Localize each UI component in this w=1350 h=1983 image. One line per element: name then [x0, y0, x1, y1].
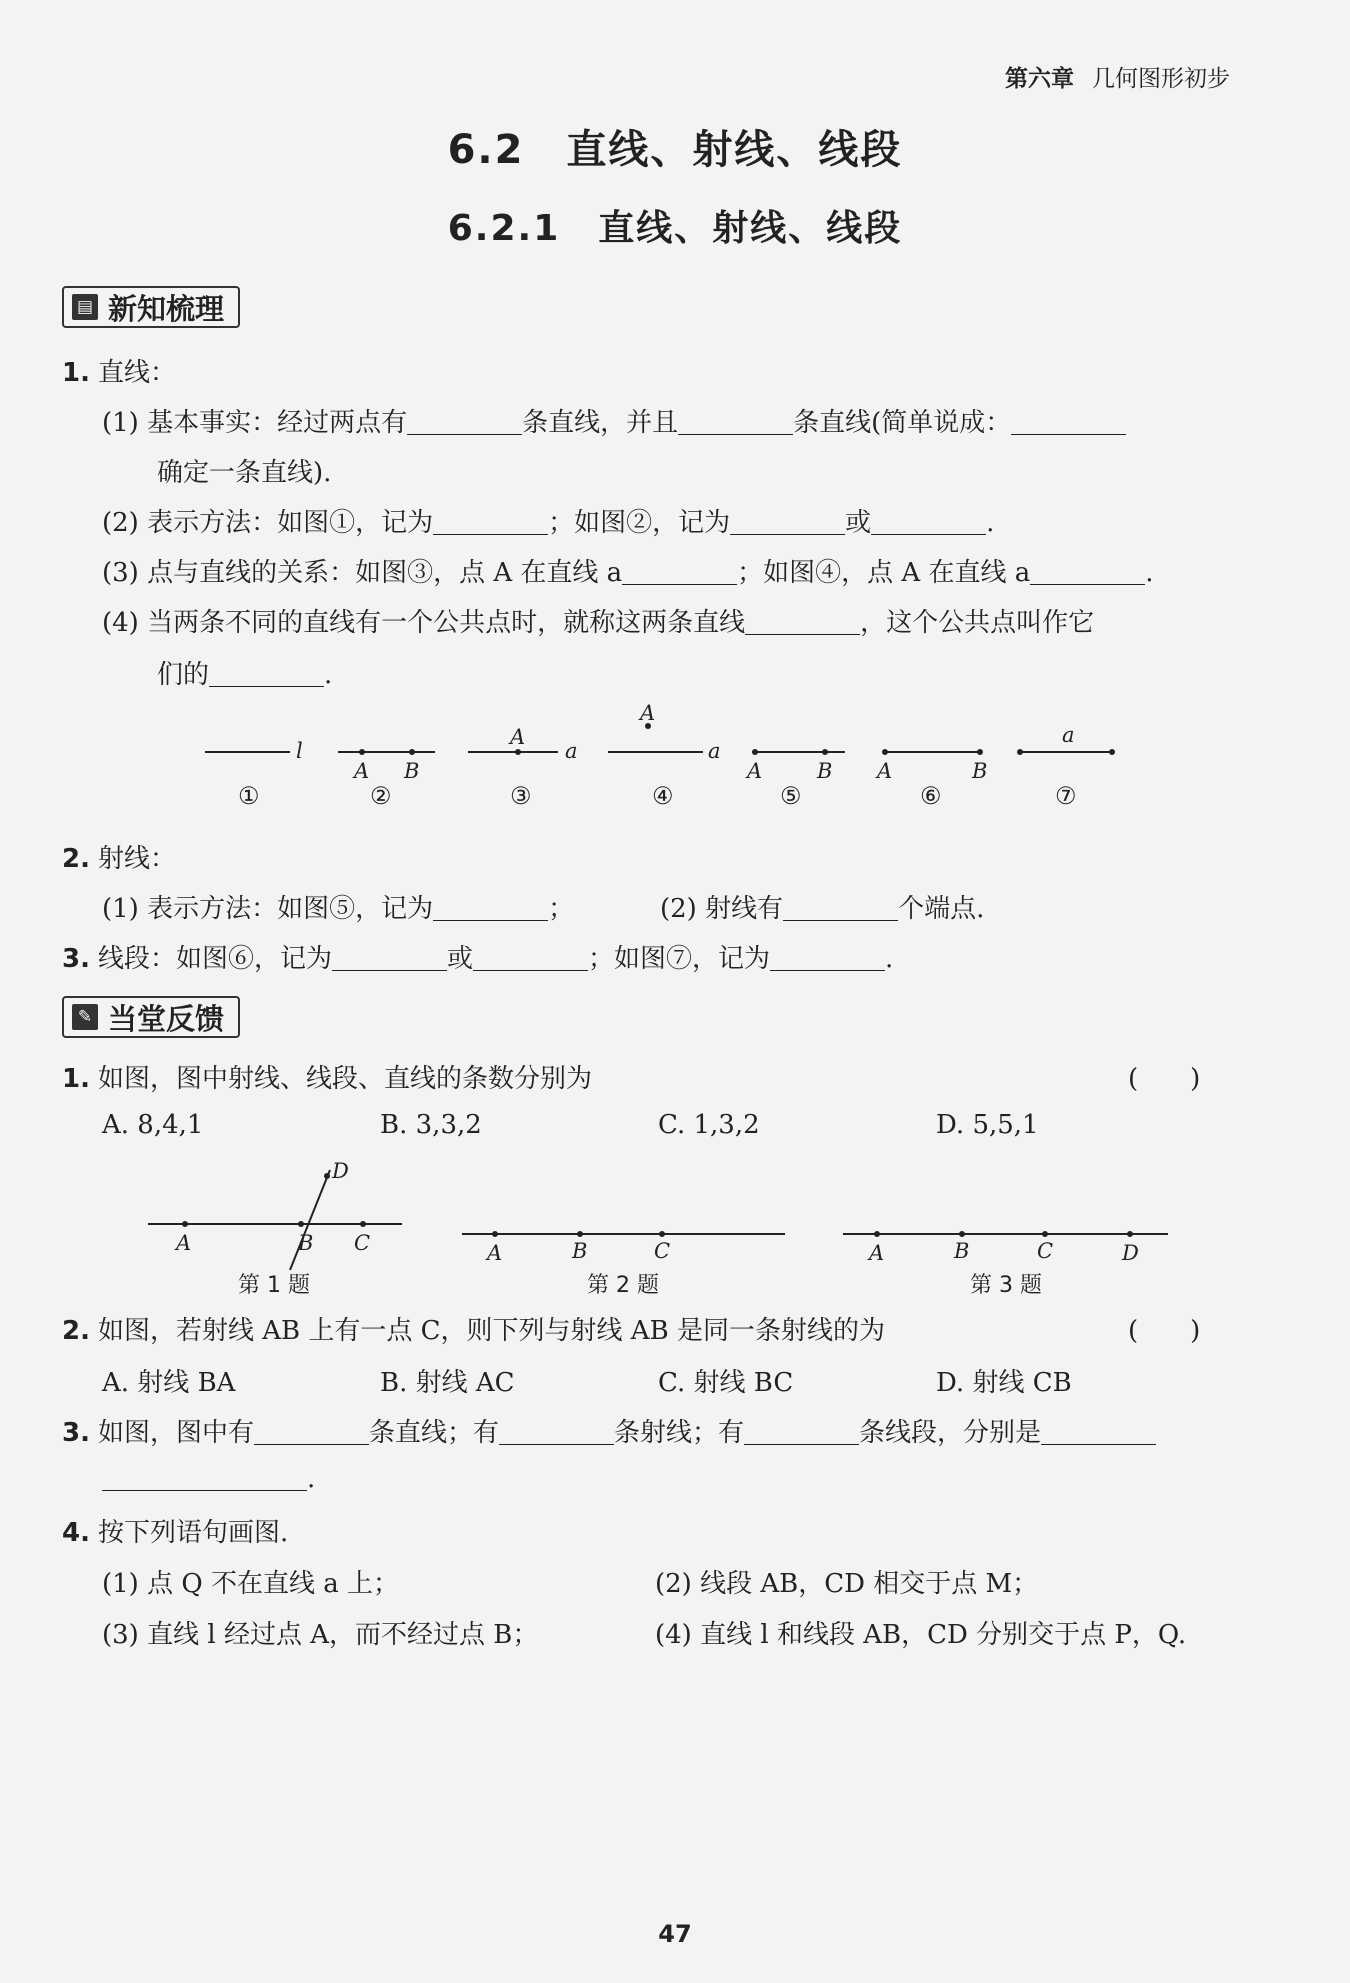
svg-text:B: B: [298, 1231, 314, 1255]
answer-blank[interactable]: [433, 896, 548, 921]
text: 或: [446, 944, 473, 974]
q2-item1: [102, 888, 574, 925]
text: (2) 表示方法：如图①，记为: [102, 508, 434, 538]
fig-label-4: ④: [652, 782, 674, 810]
chapter-title: 几何图形初步: [1092, 66, 1230, 92]
caption-q1: 第 1 题: [238, 1273, 310, 1298]
text: (2) 射线有: [660, 894, 784, 924]
text: 们的: [157, 660, 210, 690]
figure-3: [468, 725, 578, 763]
q2-text: 射线：: [97, 844, 176, 874]
caption-q3: 第 3 题: [970, 1273, 1042, 1298]
q1-item1: [102, 402, 1126, 439]
q2-number: 2.: [62, 844, 90, 874]
text: .: [307, 1464, 316, 1494]
fb1-option-a[interactable]: A. 8,4,1: [102, 1110, 204, 1140]
fb2-number: 2.: [62, 1316, 90, 1346]
fb2-option-c[interactable]: C. 射线 BC: [658, 1368, 794, 1398]
fb2-option-b[interactable]: B. 射线 AC: [380, 1368, 515, 1398]
fig-label-7: ⑦: [1055, 782, 1077, 810]
svg-text:a: a: [708, 739, 721, 763]
text: ；如图④，点 A 在直线 a: [737, 558, 1031, 588]
svg-text:B: B: [404, 759, 420, 783]
svg-text:A: A: [487, 1241, 503, 1265]
text: 或: [845, 508, 872, 538]
figure-1: [205, 739, 303, 763]
section-label: 当堂反馈: [108, 1001, 225, 1036]
svg-text:A: A: [747, 759, 763, 783]
answer-blank[interactable]: [871, 510, 986, 535]
caption-q2: 第 2 题: [587, 1273, 659, 1298]
fb1-answer-paren[interactable]: ( ): [1128, 1064, 1201, 1094]
answer-blank[interactable]: [102, 1466, 307, 1491]
subsection-title: 6.2.1 直线、射线、线段: [447, 208, 903, 249]
answer-blank[interactable]: [473, 946, 588, 971]
answer-blank[interactable]: [1011, 410, 1126, 435]
section-header-feedback: [62, 996, 240, 1038]
figure-7: [1017, 723, 1115, 755]
fb3-cont: [102, 1464, 315, 1494]
text: .: [986, 508, 995, 538]
answer-blank[interactable]: [332, 946, 447, 971]
fb4-question: [62, 1512, 288, 1549]
fb1-option-c[interactable]: C. 1,3,2: [658, 1110, 760, 1140]
svg-text:A: A: [354, 759, 370, 783]
answer-blank[interactable]: [744, 1420, 859, 1445]
svg-text:a: a: [1062, 723, 1075, 747]
q1-item4: [102, 602, 1094, 639]
text: 条直线；有: [368, 1418, 499, 1448]
text: 条射线；有: [614, 1418, 745, 1448]
fig-label-3: ③: [510, 782, 532, 810]
fig-q3: [843, 1231, 1168, 1265]
answer-blank[interactable]: [209, 662, 324, 687]
fig-label-2: ②: [370, 782, 392, 810]
chapter-header: [1005, 60, 1230, 93]
svg-text:A: A: [877, 759, 893, 783]
book-icon: ▤: [72, 294, 98, 320]
text: (1) 表示方法：如图⑤，记为: [102, 894, 434, 924]
answer-blank[interactable]: [622, 560, 737, 585]
q3-number: 3.: [62, 944, 90, 974]
text: .: [1145, 558, 1154, 588]
fb3-number: 3.: [62, 1418, 90, 1448]
fig-q1: [148, 1159, 402, 1270]
svg-text:A: A: [176, 1231, 192, 1255]
text: 条线段，分别是: [859, 1418, 1042, 1448]
fb4-item2: (2) 线段 AB，CD 相交于点 M；: [655, 1569, 1039, 1599]
text: ；: [548, 894, 575, 924]
answer-blank[interactable]: [407, 410, 522, 435]
fb2-answer-paren[interactable]: ( ): [1128, 1316, 1201, 1346]
svg-text:B: B: [572, 1239, 588, 1263]
text: ；如图⑦，记为: [588, 944, 771, 974]
text: (3) 点与直线的关系：如图③，点 A 在直线 a: [102, 558, 623, 588]
fb1-option-b[interactable]: B. 3,3,2: [380, 1110, 482, 1140]
q1-item3: [102, 552, 1154, 589]
svg-text:A: A: [640, 701, 656, 725]
svg-text:A: A: [510, 725, 526, 749]
svg-text:A: A: [869, 1241, 885, 1265]
fb1-number: 1.: [62, 1064, 90, 1094]
answer-blank[interactable]: [745, 610, 860, 635]
fb1-option-d[interactable]: D. 5,5,1: [936, 1110, 1039, 1140]
fig-label-5: ⑤: [780, 782, 802, 810]
svg-text:C: C: [354, 1231, 371, 1255]
svg-text:B: B: [954, 1239, 970, 1263]
q1-item2: [102, 502, 994, 539]
figure-5: [745, 749, 845, 783]
text: 如图，图中有: [97, 1418, 254, 1448]
q1-heading: [62, 352, 176, 389]
figure-6: [875, 749, 987, 783]
figure-4: [608, 701, 721, 763]
svg-text:B: B: [817, 759, 833, 783]
fb3-question: [62, 1412, 1156, 1449]
text: (1) 基本事实：经过两点有: [102, 408, 408, 438]
answer-blank[interactable]: [770, 946, 885, 971]
text: (4) 当两条不同的直线有一个公共点时，就称这两条直线: [102, 608, 746, 638]
svg-text:B: B: [972, 759, 988, 783]
text: .: [324, 660, 333, 690]
text: ，这个公共点叫作它: [860, 608, 1095, 638]
section-header-new-knowledge: [62, 286, 240, 328]
pencil-icon: ✎: [72, 1004, 98, 1030]
q1-item1-cont: 确定一条直线).: [157, 458, 332, 488]
fb4-text: 按下列语句画图.: [97, 1518, 289, 1548]
answer-blank[interactable]: [433, 510, 548, 535]
q1-number: 1.: [62, 358, 90, 388]
section-label: 新知梳理: [108, 291, 225, 326]
q1-text: 直线：: [97, 358, 176, 388]
svg-text:D: D: [332, 1159, 349, 1183]
answer-blank[interactable]: [783, 896, 898, 921]
text: ；如图②，记为: [548, 508, 731, 538]
fb4-number: 4.: [62, 1518, 90, 1548]
fb1-text: 如图，图中射线、线段、直线的条数分别为: [97, 1064, 592, 1094]
svg-text:l: l: [296, 739, 303, 763]
svg-text:C: C: [654, 1239, 671, 1263]
answer-blank[interactable]: [678, 410, 793, 435]
fb4-item1: (1) 点 Q 不在直线 a 上；: [102, 1569, 399, 1599]
q2-heading: [62, 838, 176, 875]
fig-label-6: ⑥: [920, 782, 942, 810]
fb4-item4: (4) 直线 l 和线段 AB，CD 分别交于点 P，Q.: [655, 1620, 1187, 1650]
fb4-item3: (3) 直线 l 经过点 A，而不经过点 B；: [102, 1620, 539, 1650]
fb2-text: 如图，若射线 AB 上有一点 C，则下列与射线 AB 是同一条射线的为: [97, 1316, 885, 1346]
text: 条直线，并且: [522, 408, 679, 438]
fb2-option-a[interactable]: A. 射线 BA: [102, 1368, 236, 1398]
q3-line: [62, 938, 893, 975]
fig-q2: [462, 1231, 785, 1265]
fb2-question: [62, 1310, 885, 1347]
feedback-figures: [0, 1158, 1350, 1298]
answer-blank[interactable]: [1041, 1420, 1156, 1445]
text: 线段：如图⑥，记为: [97, 944, 332, 974]
fb2-option-d[interactable]: D. 射线 CB: [936, 1368, 1072, 1398]
figures-lines-rays-segments: [0, 700, 1350, 820]
fb1-question: [62, 1058, 592, 1095]
text: 条直线(简单说成：: [793, 408, 1012, 438]
answer-blank[interactable]: [254, 1420, 369, 1445]
svg-text:C: C: [1037, 1239, 1054, 1263]
answer-blank[interactable]: [499, 1420, 614, 1445]
svg-text:D: D: [1122, 1241, 1139, 1265]
text: 个端点.: [898, 894, 985, 924]
answer-blank[interactable]: [730, 510, 845, 535]
q2-item2: [660, 888, 984, 925]
chapter-number: 第六章: [1005, 66, 1074, 92]
page-number: 47: [658, 1920, 692, 1948]
q1-item4-cont: [157, 654, 332, 691]
svg-text:a: a: [565, 739, 578, 763]
answer-blank[interactable]: [1030, 560, 1145, 585]
fig-label-1: ①: [238, 782, 260, 810]
figure-2: [338, 749, 435, 783]
section-title: 6.2 直线、射线、线段: [447, 127, 903, 173]
text: .: [885, 944, 894, 974]
